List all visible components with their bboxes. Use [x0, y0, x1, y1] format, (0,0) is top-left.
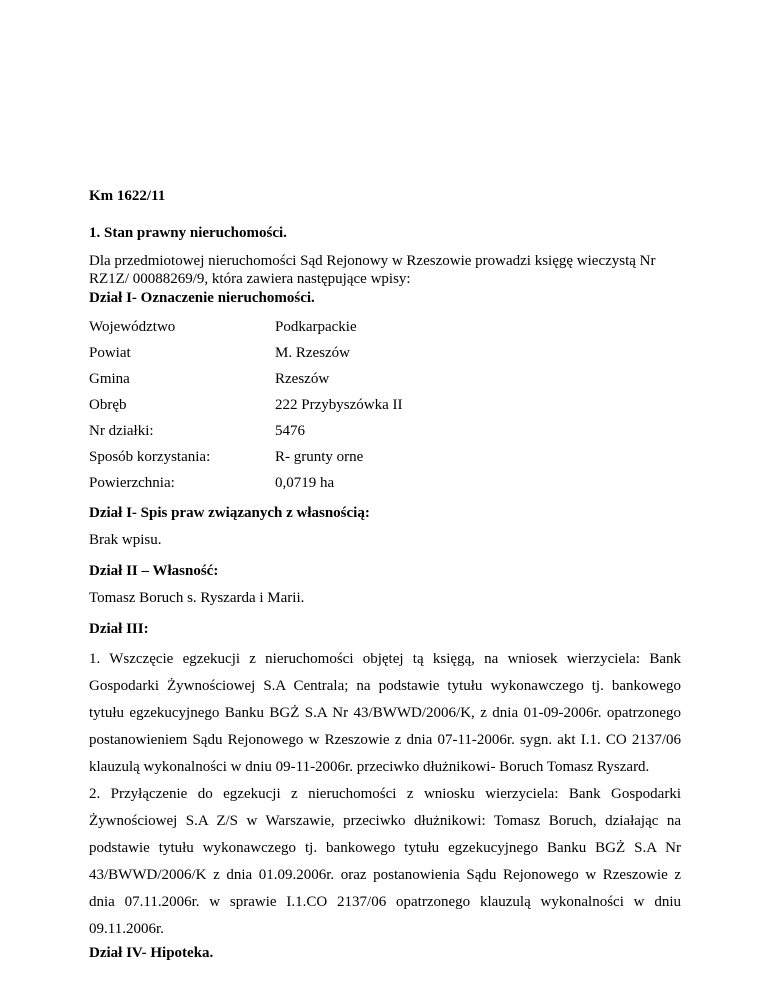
- dzial-2-text: Tomasz Boruch s. Ryszarda i Marii.: [89, 590, 305, 606]
- property-label: Nr działki:: [89, 423, 154, 439]
- property-value: 0,0719 ha: [275, 475, 335, 491]
- property-row: [89, 343, 681, 369]
- property-row: [89, 369, 681, 395]
- dzial-3-entry-2: 2. Przyłączenie do egzekucji z nieruchomości z wniosku wierzyciela: Bank Gospodarki Żywnościowej S.A Z/S w Warszawie, przeciwko dłużnikowi: Tomasz Boruch, działając na podstawie tytułu wykonawczego tj. bankowego tytułu egzekucyjnego Banku BGŻ S.A Nr 43/BWWD/2006/K z dnia 01.09.2006r. oraz postanowienia Sądu Rejonowego w Rzeszowie z dnia 07.11.2006r. w sprawie I.1.CO 2137/06 opatrzonego klauzulą wykonalności w dniu 09.11.2006r.: [89, 786, 681, 937]
- property-row: [89, 473, 681, 499]
- property-label: Gmina: [89, 371, 130, 387]
- property-value: M. Rzeszów: [275, 345, 350, 361]
- intro-line-1: Dla przedmiotowej nieruchomości Sąd Rejonowy w Rzeszowie prowadzi księgę wieczystą Nr: [89, 253, 656, 269]
- property-value: Podkarpackie: [275, 319, 357, 335]
- dzial-4-title: Dział IV- Hipoteka.: [89, 945, 214, 961]
- dzial-2-title: Dział II – Własność:: [89, 563, 219, 579]
- dzial-1-spis-text: Brak wpisu.: [89, 532, 162, 548]
- property-table: [89, 317, 681, 499]
- property-label: Powierzchnia:: [89, 475, 175, 491]
- property-label: Województwo: [89, 319, 176, 335]
- dzial-3-entry-1: 1. Wszczęcie egzekucji z nieruchomości objętej tą księgą, na wniosek wierzyciela: Bank Gospodarki Żywnościowej S.A Centrala; na podstawie tytułu wykonawczego tj. bankowego tytułu egzekucyjnego Banku BGŻ S.A Nr 43/BWWD/2006/K, z dnia 01-09-2006r. opatrzonego postanowieniem Sądu Rejonowego w Rzeszowie z dnia 07-11-2006r. sygn. akt I.1. CO 2137/06 klauzulą wykonalności w dniu 09-11-2006r. przeciwko dłużnikowi- Boruch Tomasz Ryszard.: [89, 651, 681, 775]
- intro-line-2: RZ1Z/ 00088269/9, która zawiera następujące wpisy:: [89, 271, 411, 287]
- dzial-1-spis-title: Dział I- Spis praw związanych z własnością:: [89, 505, 370, 521]
- property-row: [89, 317, 681, 343]
- property-value: Rzeszów: [275, 371, 330, 387]
- property-value: 5476: [275, 423, 305, 439]
- property-value: R- grunty orne: [275, 449, 364, 465]
- property-label: Powiat: [89, 345, 131, 361]
- document-id: Km 1622/11: [89, 188, 166, 204]
- property-value: 222 Przybyszówka II: [275, 397, 403, 413]
- property-label: Obręb: [89, 397, 127, 413]
- property-row: [89, 447, 681, 473]
- property-row: [89, 395, 681, 421]
- document-page: [89, 186, 681, 963]
- dzial-3-title: Dział III:: [89, 621, 149, 637]
- property-label: Sposób korzystania:: [89, 449, 211, 465]
- dzial-1-title: Dział I- Oznaczenie nieruchomości.: [89, 290, 315, 306]
- section-1-title: 1. Stan prawny nieruchomości.: [89, 225, 287, 241]
- property-row: [89, 421, 681, 447]
